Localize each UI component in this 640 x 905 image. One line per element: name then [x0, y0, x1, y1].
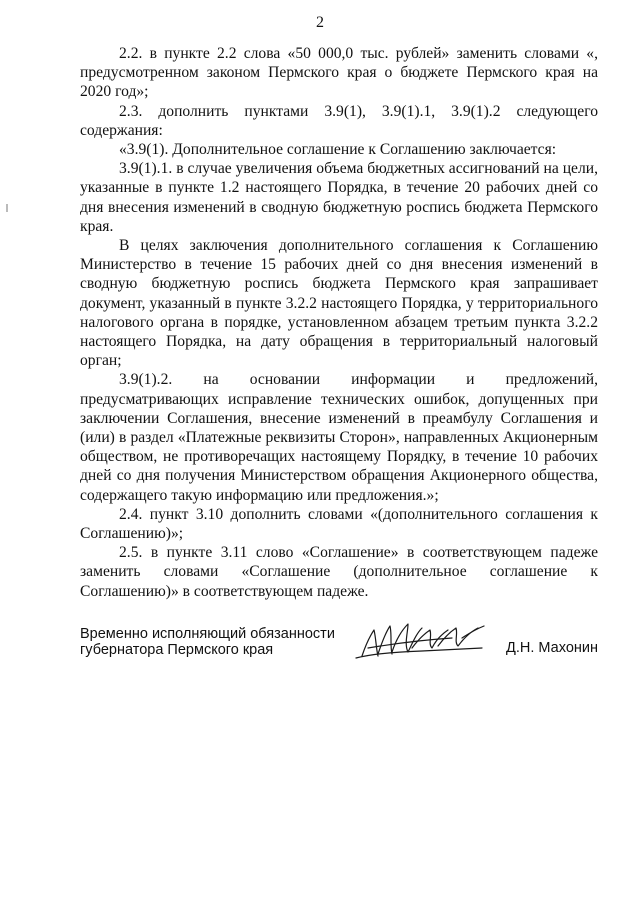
paragraph-3-9-1-2: 3.9(1).2. на основании информации и предложений, предусматривающих исправление технических ошибок, допущенных при заключении Соглашения, внесение изменений в преамбулу Соглашения и (или) в раздел «Платежные реквизиты Сторон», направленных Акционерным обществом, не противоречащих настоящему Порядку, в течение 10 рабочих дней со дня получения Министерством обращения Акционерного общества, содержащего такую информацию или предложения.»;: [80, 371, 598, 504]
signatory-position: [80, 626, 340, 658]
paragraph-purpose: В целях заключения дополнительного соглашения к Соглашению Министерство в течение 15 рабочих дней со дня внесения изменений в сводную бюджетную роспись бюджета Пермского края запрашивает документ, указанный в пункте 3.2.2 настоящего Порядка, у территориального налогового органа в порядке, установленном абзацем третьим пункта 3.2.2 настоящего Порядка, на дату обращения в территориальный налоговый орган;: [80, 237, 598, 370]
paragraph-2-2: 2.2. в пункте 2.2 слова «50 000,0 тыс. рублей» заменить словами «, предусмотренном законом Пермского края о бюджете Пермского края на 2020 год»;: [80, 45, 598, 101]
signatory-position-line1: Временно исполняющий обязанности: [80, 626, 335, 642]
paragraph-3-9-1: «3.9(1). Дополнительное соглашение к Соглашению заключается:: [119, 141, 557, 159]
page-number: 2: [316, 14, 324, 31]
paragraph-2-4: 2.4. пункт 3.10 дополнить словами «(дополнительного соглашения к Соглашению)»;: [80, 505, 598, 543]
scan-margin-mark: [6, 204, 8, 212]
paragraph-2-3: 2.3. дополнить пунктами 3.9(1), 3.9(1).1, 3.9(1).2 следующего содержания:: [80, 102, 598, 139]
signature-block: [80, 626, 600, 666]
handwritten-signature: [352, 618, 492, 666]
signatory-name: Д.Н. Махонин: [506, 640, 598, 656]
signatory-position-line2: губернатора Пермского края: [80, 642, 274, 658]
paragraph-3-9-1-1: 3.9(1).1. в случае увеличения объема бюджетных ассигнований на цели, указанные в пункте 1.2 настоящего Порядка, в течение 20 рабочих дней со дня внесения изменений в сводную бюджетную роспись бюджета Пермского края.: [80, 160, 598, 235]
paragraph-2-5: 2.5. в пункте 3.11 слово «Соглашение» в соответствующем падеже заменить словами «Соглашение (дополнительное соглашение к Соглашению)» в соответствующем падеже.: [80, 544, 598, 600]
document-body: [80, 44, 598, 601]
